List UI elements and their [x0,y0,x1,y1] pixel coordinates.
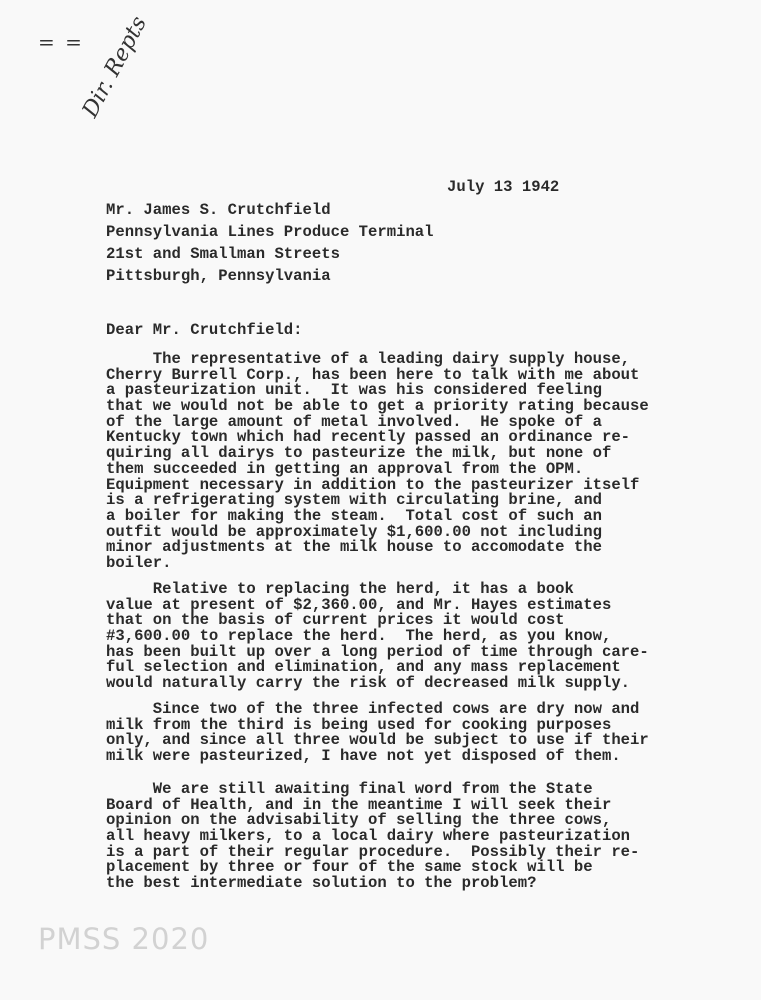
paragraph-line: has been built up over a long period of time through care- [106,642,649,661]
paragraph-line: #3,600.00 to replace the herd. The herd, as you know, [106,627,612,646]
paragraph-line: them succeeded in getting an approval from the OPM. [106,459,584,478]
paragraph-line: Relative to replacing the herd, it has a book [106,580,574,598]
paragraph-line: outfit would be approximately $1,600.00 not including [106,522,602,541]
paragraph-line: that we would not be able to get a priority rating because [106,397,649,416]
address-line: 21st and Smallman Streets [106,245,340,263]
paragraph-line: Since two of the three infected cows are dry now and [106,700,640,718]
address-line: Mr. James S. Crutchfield [106,201,331,219]
paragraph-line: that on the basis of current prices it would cost [106,611,565,630]
salutation: Dear Mr. Crutchfield: [106,321,303,339]
paragraph-line: all heavy milkers, to a local dairy where pasteurization [106,827,631,846]
paragraph-line: only, and since all three would be subject to use if their [106,731,649,750]
paragraph-line: placement by three or four of the same stock will be [106,858,593,877]
address-line: Pennsylvania Lines Produce Terminal [106,223,434,241]
paragraph-line: boiler. [106,553,172,572]
handwritten-note: Dir. Repts [78,12,152,122]
paragraph-line: opinion on the advisability of selling the three cows, [106,811,612,830]
paragraph-line: of the large amount of metal involved. He spoke of a [106,412,602,431]
paragraph-line: milk from the third is being used for cooking purposes [106,715,612,734]
paragraph-line: milk were pasteurized, I have not yet disposed of them. [106,747,621,766]
paragraph-1 [106,352,649,572]
handwritten-mark: = = [38,30,84,54]
address-line: Pittsburgh, Pennsylvania [106,267,331,285]
paragraph-line: is a part of their regular procedure. Possibly their re- [106,842,640,861]
paragraph-line: The representative of a leading dairy supply house, [106,350,631,368]
paragraph-line: Cherry Burrell Corp., has been here to talk with me about [106,365,640,384]
watermark: PMSS 2020 [38,922,210,956]
paragraph-line: Board of Health, and in the meantime I will seek their [106,795,612,814]
paragraph-line: the best intermediate solution to the problem? [106,874,537,893]
paragraph-2 [106,582,649,692]
paragraph-line: a boiler for making the steam. Total cost of such an [106,506,602,525]
paragraph-line: value at present of $2,360.00, and Mr. Hayes estimates [106,595,612,614]
paragraph-line: would naturally carry the risk of decreased milk supply. [106,674,631,693]
paragraph-4 [106,782,639,892]
letter-date: July 13 1942 [447,178,560,196]
paragraph-line: We are still awaiting final word from the State [106,780,593,798]
paragraph-line: Kentucky town which had recently passed an ordinance re- [106,428,631,447]
paragraph-line: is a refrigerating system with circulating brine, and [106,491,602,510]
paragraph-line: ful selection and elimination, and any mass replacement [106,658,621,677]
paragraph-line: a pasteurization unit. It was his considered feeling [106,381,602,400]
paragraph-line: quiring all dairys to pasteurize the milk, but none of [106,444,612,463]
paragraph-line: minor adjustments at the milk house to accomodate the [106,538,602,557]
paragraph-line: Equipment necessary in addition to the pasteurizer itself [106,475,640,494]
paragraph-3 [106,702,649,765]
recipient-address [106,203,434,291]
